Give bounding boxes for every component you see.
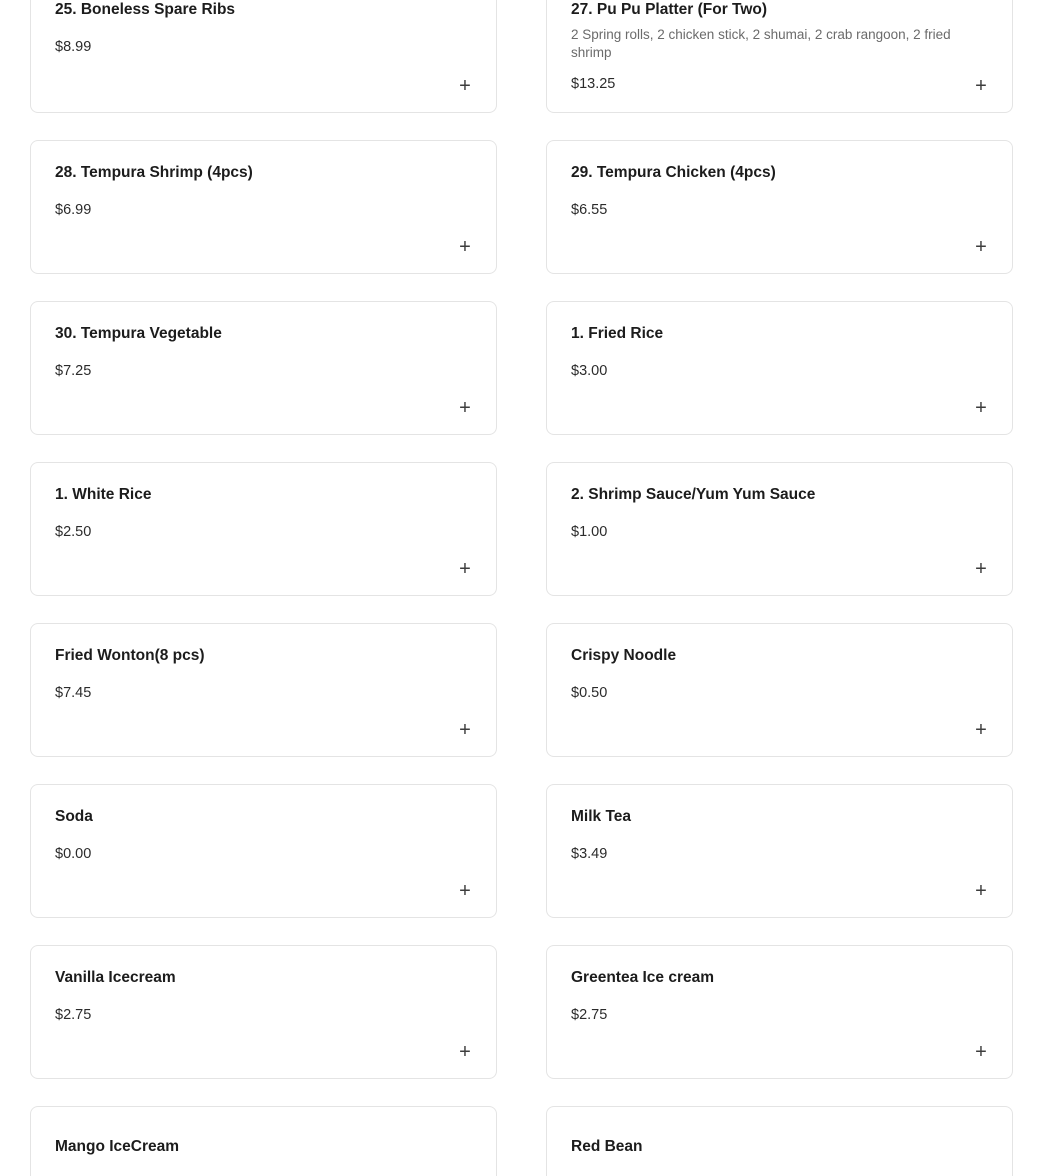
menu-item-price-wrap [55,685,472,701]
menu-item-price: $0.00 [55,846,92,863]
menu-item-name: Crispy Noodle [571,647,677,665]
menu-item-card[interactable] [546,1106,1013,1176]
add-item-button[interactable]: + [967,394,995,422]
menu-item-name: Milk Tea [571,808,632,826]
menu-item-price: $13.25 [571,76,616,93]
menu-item-card[interactable] [30,1106,497,1176]
menu-item-card[interactable] [546,0,1013,113]
add-item-button[interactable]: + [967,233,995,261]
menu-item-name: Red Bean [571,1138,643,1156]
menu-item-price-wrap [55,363,472,379]
add-item-button[interactable]: + [967,1038,995,1066]
menu-item-card[interactable] [30,462,497,596]
add-item-button[interactable]: + [967,72,995,100]
menu-item-name: Vanilla Icecream [55,969,176,987]
menu-item-card[interactable] [546,301,1013,435]
menu-item-price-wrap [571,363,988,379]
menu-item-price-wrap [571,685,988,701]
menu-item-price-wrap [55,846,472,862]
menu-item-price-wrap [571,202,988,218]
menu-rows [30,0,1020,1176]
menu-item-price: $3.49 [571,846,608,863]
menu-item-name: 25. Boneless Spare Ribs [55,1,236,18]
menu-item-card[interactable] [30,140,497,274]
menu-item-card[interactable] [546,623,1013,757]
menu-item-name: 30. Tempura Vegetable [55,325,222,343]
add-item-button[interactable]: + [967,555,995,583]
menu-item-card[interactable] [546,784,1013,918]
add-item-button[interactable]: + [967,716,995,744]
add-item-button[interactable]: + [451,233,479,261]
menu-item-price: $7.25 [55,363,92,380]
menu-item-card[interactable] [30,0,497,113]
menu-item-name: Mango IceCream [55,1138,180,1156]
menu-item-name: 1. White Rice [55,486,152,504]
menu-item-name: 1. Fried Rice [571,325,664,343]
add-item-button[interactable]: + [451,877,479,905]
menu-item-name: Greentea Ice cream [571,969,715,987]
menu-item-name: Soda [55,808,93,826]
menu-item-price: $6.99 [55,202,92,219]
menu-item-card[interactable] [30,784,497,918]
menu-item-price: $7.45 [55,685,92,702]
menu-item-price-wrap [55,524,472,540]
menu-item-price-wrap [55,202,472,218]
menu-item-name: Fried Wonton(8 pcs) [55,647,205,665]
menu-item-name: 27. Pu Pu Platter (For Two) [571,1,768,18]
add-item-button[interactable]: + [451,716,479,744]
add-item-button[interactable]: + [967,877,995,905]
add-item-button[interactable]: + [451,72,479,100]
menu-item-price: $8.99 [55,39,92,56]
menu-item-card[interactable] [30,945,497,1079]
menu-item-price: $2.75 [571,1007,608,1024]
menu-item-card[interactable] [30,301,497,435]
menu-item-card[interactable] [546,462,1013,596]
menu-item-price-wrap [571,524,988,540]
menu-item-price-wrap [571,76,988,92]
menu-item-price: $6.55 [571,202,608,219]
menu-item-name: 2. Shrimp Sauce/Yum Yum Sauce [571,486,816,504]
add-item-button[interactable]: + [451,394,479,422]
menu-item-price: $2.50 [55,524,92,541]
menu-item-price: $2.75 [55,1007,92,1024]
menu-item-card[interactable] [546,945,1013,1079]
menu-item-card[interactable] [546,140,1013,274]
menu-item-price: $0.50 [571,685,608,702]
menu-item-price-wrap [55,39,472,55]
menu-item-price-wrap [571,846,988,862]
menu-item-card[interactable] [30,623,497,757]
add-item-button[interactable]: + [451,1038,479,1066]
menu-item-price: $1.00 [571,524,608,541]
menu-item-price: $3.00 [571,363,608,380]
add-item-button[interactable]: + [451,555,479,583]
menu-item-name: 29. Tempura Chicken (4pcs) [571,164,776,182]
menu-item-price-wrap [571,1007,988,1023]
menu-item-name: 28. Tempura Shrimp (4pcs) [55,164,253,182]
menu-item-price-wrap [55,1007,472,1023]
menu-item-description: 2 Spring rolls, 2 chicken stick, 2 shumai, 2 crab rangoon, 2 fried shrimp [571,27,951,61]
